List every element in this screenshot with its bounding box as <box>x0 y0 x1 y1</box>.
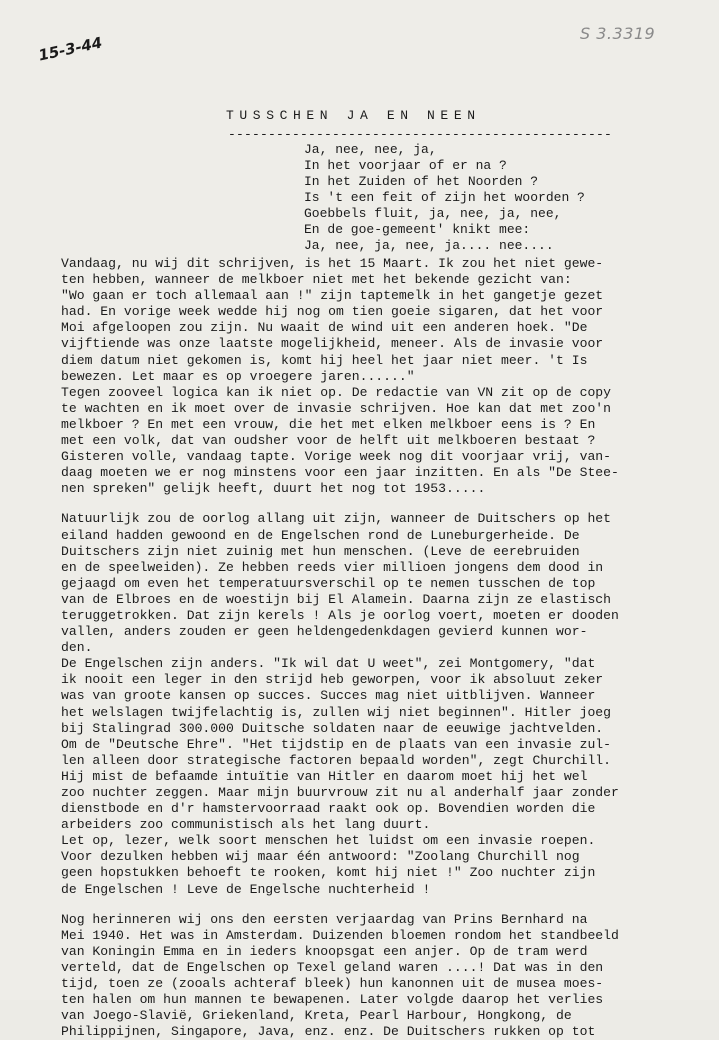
text-line: nen spreken" gelijk heeft, duurt het nog tot 1953..... <box>61 481 486 497</box>
text-line: Philippijnen, Singapore, Java, enz. enz. De Duitschers rukken op tot <box>61 1024 596 1040</box>
text-line: Hij mist de befaamde intuïtie van Hitler en daarom moet hij het wel <box>61 768 588 784</box>
text-line: Moi afgeloopen zou zijn. Nu waait de wind uit een anderen hoek. "De <box>61 320 588 336</box>
text-line: en de speelweiden). Ze hebben reeds vier millioen jongens dem dood in <box>61 559 604 575</box>
poem-line: In het voorjaar of er na ? <box>304 158 507 173</box>
text-line: Vandaag, nu wij dit schrijven, is het 15 Maart. Ik zou het niet gewe- <box>61 256 604 271</box>
poem-line: Is 't een feit of zijn het woorden ? <box>304 190 585 205</box>
text-line: de Engelschen ! Leve de Engelsche nuchterheid ! <box>61 881 431 897</box>
text-line: Tegen zooveel logica kan ik niet op. De redactie van VN zit op de copy <box>61 384 612 400</box>
text-line: geen hopstukken behoeft te rooken, komt hij niet !" Zoo nuchter zijn <box>61 865 596 881</box>
text-line: gejaagd om even het temperatuursverschil op te nemen tusschen de top <box>61 575 596 591</box>
poem-line: En de goe-gemeent' knikt mee: <box>304 222 531 237</box>
poem-line: In het Zuiden of het Noorden ? <box>304 174 539 189</box>
text-line: met een volk, dat van oudsher voor de helft uit melkboeren bestaat ? <box>61 433 596 449</box>
archive-reference: S 3.3319 <box>580 24 656 43</box>
text-line: zoo nuchter zeggen. Maar mijn buurvrouw zit nu al anderhalf jaar zonder <box>61 785 619 800</box>
text-line: len alleen door strategische factoren bepaald worden", zegt Churchill. <box>61 752 612 768</box>
body-text <box>61 256 711 1040</box>
text-line: had. En vorige week wedde hij nog om tien goeie sigaren, dat het voor <box>61 304 604 320</box>
text-line: teruggetrokken. Dat zijn kerels ! Als je oorlog voert, moeten er dooden <box>61 607 619 623</box>
poem-block <box>304 142 585 254</box>
paragraph-gap <box>61 497 711 511</box>
document-title: TUSSCHEN JA EN NEEN <box>226 108 481 123</box>
text-line: vijftiende was onze laatste mogelijkheid, meneer. Als de invasie voor <box>61 336 604 352</box>
text-line: dienstbode en d'r hamstervoorraad raakt ook op. Bovendien worden die <box>61 801 596 817</box>
text-line: Let op, lezer, welk soort menschen het luidst om een invasie roepen. <box>61 833 596 849</box>
text-line: "Wo gaan er toch allemaal aan !" zijn taptemelk in het gangetje gezet <box>61 288 604 304</box>
text-line: den. <box>61 640 93 656</box>
text-line: Om de "Deutsche Ehre". "Het tijdstip en de plaats van een invasie zul- <box>61 736 612 752</box>
text-line: vallen, anders zouden er geen heldengedenkdagen gevierd kunnen wor- <box>61 624 588 640</box>
text-line: Mei 1940. Het was in Amsterdam. Duizenden bloemen rondom het standbeeld <box>61 927 619 943</box>
paragraph-2 <box>61 511 711 897</box>
text-line: verteld, dat de Engelschen op Texel geland waren ....! Dat was in den <box>61 959 604 975</box>
text-line: was van groote kansen op succes. Succes mag niet uitblijven. Wanneer <box>61 688 596 704</box>
text-line: diem datum niet gekomen is, komt hij heel het jaar niet meer. 't Is <box>61 352 588 368</box>
paragraph-3 <box>61 912 711 1040</box>
text-line: ten hebben, wanneer de melkboer niet met het bekende gezicht van: <box>61 272 572 288</box>
text-line: van Joego-Slavië, Griekenland, Kreta, Pearl Harbour, Hongkong, de <box>61 1008 572 1024</box>
text-line: De Engelschen zijn anders. "Ik wil dat U weet", zei Montgomery, "dat <box>61 656 596 672</box>
text-line: Duitschers zijn niet zuinig met hun menschen. (Leve de eerebruiden <box>61 543 580 559</box>
text-line: Voor dezulken hebben wij maar één antwoord: "Zoolang Churchill nog <box>61 849 580 865</box>
text-line: daag moeten we er nog minstens voor een jaar inzitten. En als "De Stee- <box>61 465 619 481</box>
text-line: Natuurlijk zou de oorlog allang uit zijn, wanneer de Duitschers op het <box>61 511 612 527</box>
text-line: het welslagen twijfelachtig is, zullen wij niet beginnen". Hitler joeg <box>61 704 612 720</box>
paragraph-1 <box>61 256 711 497</box>
text-line: tijd, toen ze (zooals achteraf bleek) hun kanonnen uit de musea moes- <box>61 976 604 992</box>
text-line: eiland hadden gewoond en de Engelschen rond de Luneburgerheide. De <box>61 527 580 543</box>
text-line: Nog herinneren wij ons den eersten verjaardag van Prins Bernhard na <box>61 911 588 927</box>
text-line: te wachten en ik moet over de invasie schrijven. Hoe kan dat met zoo'n <box>61 400 612 416</box>
text-line: ik nooit een leger in den strijd heb geworpen, voor ik absoluut zeker <box>61 672 604 688</box>
text-line: bij Stalingrad 300.000 Duitsche soldaten naar de eeuwige jachtvelden. <box>61 720 604 736</box>
text-line: ten halen om hun mannen te bewapenen. Later volgde daarop het verlies <box>61 992 604 1008</box>
paragraph-gap <box>61 898 711 912</box>
text-line: van de Elbroes en de woestijn bij El Alamein. Daarna zijn ze elastisch <box>61 591 612 607</box>
title-underline: ------------------------------------------------ <box>228 127 613 142</box>
text-line: bewezen. Let maar es op vroegere jaren......" <box>61 368 415 384</box>
text-line: Gisteren volle, vandaag tapte. Vorige week nog dit voorjaar vrij, van- <box>61 449 612 465</box>
handwritten-date: 15-3-44 <box>36 33 104 65</box>
text-line: arbeiders zoo communistisch als het lang duurt. <box>61 817 431 833</box>
text-line: melkboer ? En met een vrouw, die het met elken melkboer eens is ? En <box>61 416 596 432</box>
poem-line: Goebbels fluit, ja, nee, ja, nee, <box>304 206 562 221</box>
poem-line: Ja, nee, ja, nee, ja.... nee.... <box>304 238 554 253</box>
poem-line: Ja, nee, nee, ja, <box>304 142 437 157</box>
text-line: van Koningin Emma en in ieders knoopsgat een anjer. Op de tram werd <box>61 943 588 959</box>
